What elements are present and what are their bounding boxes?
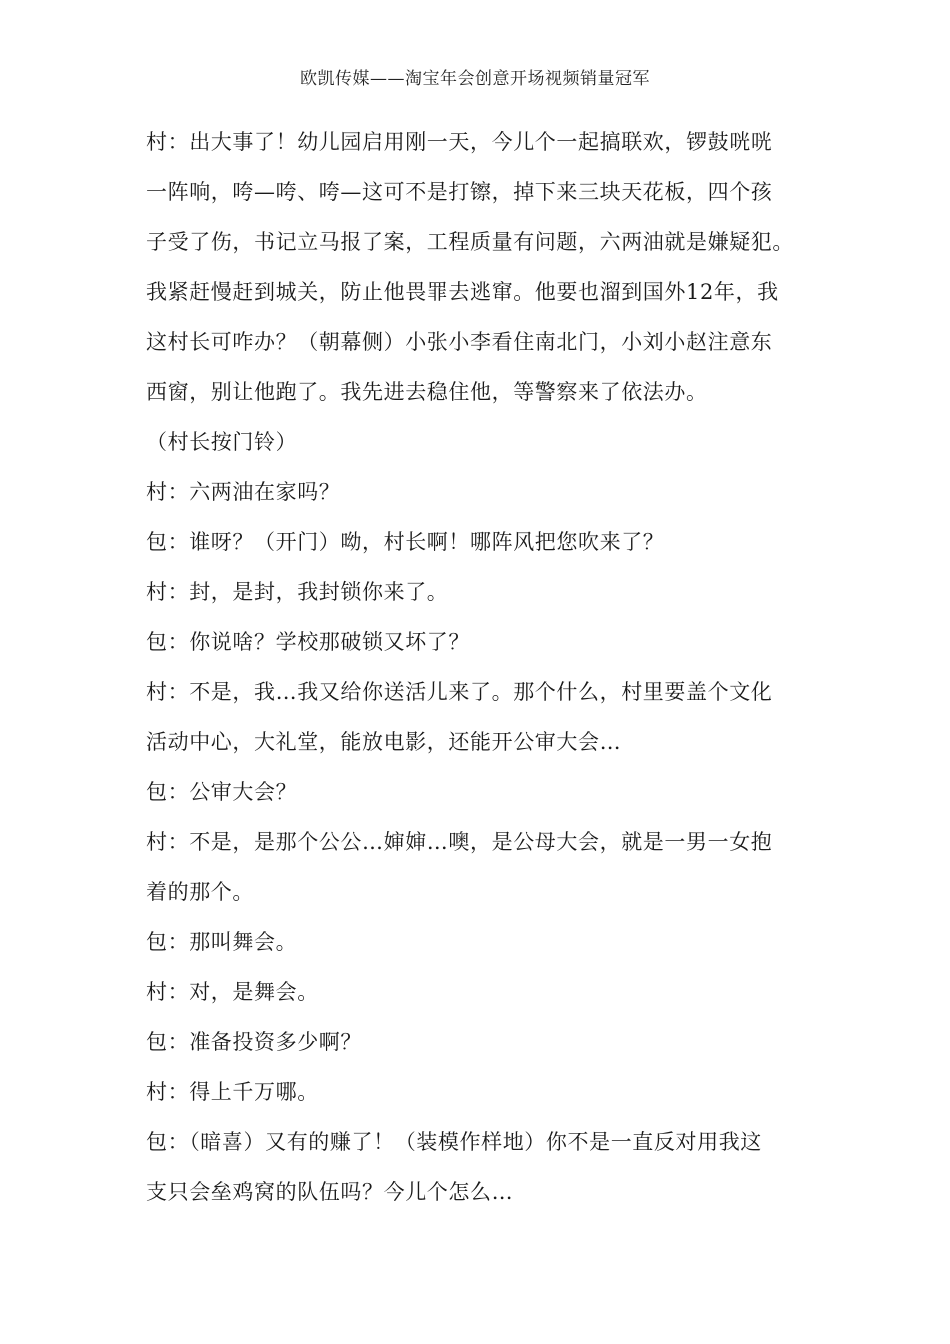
text-line: 包：准备投资多少啊？: [146, 1030, 362, 1054]
text-line: 村：不是，是那个公公…婶婶…噢，是公母大会，就是一男一女抱: [146, 830, 773, 854]
page-header: 欧凯传媒——淘宝年会创意开场视频销量冠军: [300, 69, 650, 89]
text-line: 一阵响，咵—咵、咵—这可不是打镲，掉下来三块天花板，四个孩: [146, 180, 773, 204]
text-line: 西窗，别让他跑了。我先进去稳住他，等警察来了依法办。: [146, 380, 708, 404]
stage-direction: （村长按门铃）: [146, 430, 298, 454]
text-line: 村：出大事了！幼儿园启用刚一天，今儿个一起搞联欢，锣鼓咣咣: [146, 130, 773, 154]
script-body: [146, 122, 806, 1222]
text-line: 村：对，是舞会。: [146, 980, 319, 1004]
text-line: 支只会垒鸡窝的队伍吗？今儿个怎么…: [146, 1180, 514, 1204]
text-line: 包：谁呀？（开门）呦，村长啊！哪阵风把您吹来了？: [146, 530, 665, 554]
text-line: 村：不是，我…我又给你送活儿来了。那个什么，村里要盖个文化: [146, 680, 773, 704]
text-line: 着的那个。: [146, 880, 254, 904]
text-line: 子受了伤，书记立马报了案，工程质量有问题，六两油就是嫌疑犯。: [146, 230, 794, 254]
text-line: 活动中心，大礼堂，能放电影，还能开公审大会…: [146, 730, 622, 754]
text-line: 包：那叫舞会。: [146, 930, 298, 954]
text-line: 村：封，是封，我封锁你来了。: [146, 580, 449, 604]
text-line: 我紧赶慢赶到城关，防止他畏罪去逃窜。他要也溜到国外12年，我: [146, 280, 779, 304]
text-line: 包：公审大会？: [146, 780, 298, 804]
text-line: 包：（暗喜）又有的赚了！（装模作样地）你不是一直反对用我这: [146, 1130, 762, 1154]
text-line: 村：得上千万哪。: [146, 1080, 319, 1104]
text-line: 村：六两油在家吗？: [146, 480, 341, 504]
text-line: 包：你说啥？学校那破锁又坏了？: [146, 630, 470, 654]
text-line: 这村长可咋办？（朝幕侧）小张小李看住南北门，小刘小赵注意东: [146, 330, 773, 354]
